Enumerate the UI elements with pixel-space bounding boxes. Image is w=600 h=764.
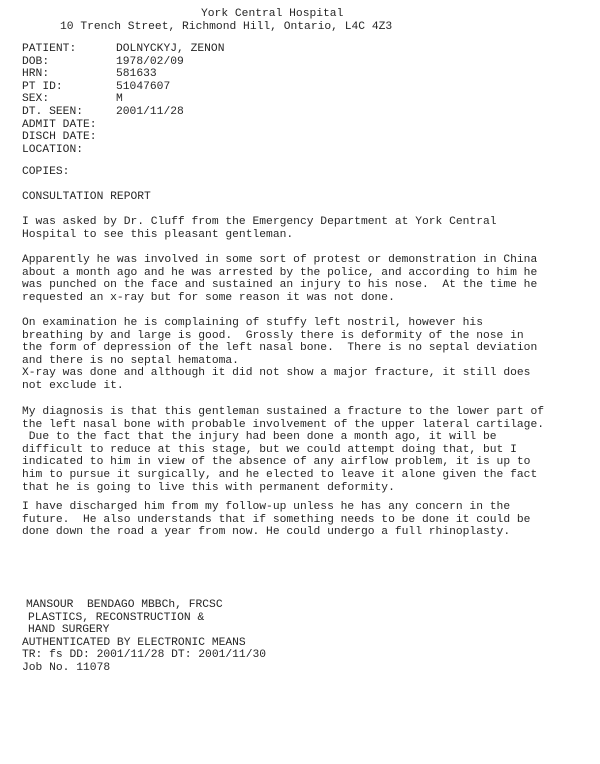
field-row bbox=[22, 81, 342, 94]
text-line: difficult to reduce at this stage, but we could attempt doing that, but I bbox=[22, 443, 517, 456]
text-line: the left nasal bone with probable involvement of the upper lateral cartilage. bbox=[22, 418, 545, 431]
text-line: X-ray was done and although it did not show a major fracture, it still does bbox=[22, 367, 531, 379]
text-line: future. He also understands that if something needs to be done it could be bbox=[22, 513, 531, 526]
field-row bbox=[22, 106, 342, 119]
paragraph-history bbox=[22, 254, 537, 304]
department-line: HAND SURGERY bbox=[28, 624, 110, 637]
field-value: 1978/02/09 bbox=[116, 55, 184, 68]
field-label: LOCATION: bbox=[22, 143, 84, 156]
text-line: and there is no septal hematoma. bbox=[22, 354, 239, 367]
field-label: DOB: bbox=[22, 55, 50, 68]
field-row bbox=[22, 144, 342, 157]
text-line: Apparently he was involved in some sort of protest or demonstration in China bbox=[22, 254, 538, 266]
field-label: ADMIT DATE: bbox=[22, 118, 97, 131]
text-line: him to pursue it surgically, and he elected to leave it alone given the fact bbox=[22, 468, 538, 481]
text-line: Due to the fact that the injury had been done a month ago, it will be bbox=[22, 431, 497, 444]
transcription-info: TR: fs DD: 2001/11/28 DT: 2001/11/30 bbox=[22, 649, 267, 662]
field-row bbox=[22, 119, 342, 132]
field-label: PATIENT: bbox=[22, 43, 77, 55]
signature-block bbox=[22, 599, 267, 675]
text-line: I was asked by Dr. Cluff from the Emergency Department at York Central bbox=[22, 216, 497, 228]
text-line: not exclude it. bbox=[22, 379, 124, 392]
text-line: requested an x-ray but for some reason it was not done. bbox=[22, 291, 395, 304]
paragraph-referral bbox=[22, 216, 497, 241]
field-value: 2001/11/28 bbox=[116, 105, 184, 118]
text-line: Hospital to see this pleasant gentleman. bbox=[22, 228, 294, 241]
authentication-note: AUTHENTICATED BY ELECTRONIC MEANS bbox=[22, 636, 246, 649]
paragraph-xray bbox=[22, 367, 530, 392]
field-row bbox=[22, 68, 342, 81]
field-row bbox=[22, 93, 342, 106]
text-line: was punched on the face and sustained an injury to his nose. At the time he bbox=[22, 279, 538, 292]
field-label: DT. SEEN: bbox=[22, 105, 84, 118]
text-line: done down the road a year from now. He could undergo a full rhinoplasty. bbox=[22, 526, 511, 539]
paragraph-diagnosis bbox=[22, 406, 544, 494]
field-label: SEX: bbox=[22, 93, 50, 106]
field-value: M bbox=[116, 93, 123, 106]
text-line: On examination he is complaining of stuffy left nostril, however his bbox=[22, 317, 483, 329]
text-line: breathing by and large is good. Grossly there is deformity of the nose in bbox=[22, 329, 524, 342]
text-line: I have discharged him from my follow-up unless he has any concern in the bbox=[22, 501, 511, 513]
hospital-address: 10 Trench Street, Richmond Hill, Ontario, L4C 4Z3 bbox=[60, 21, 393, 33]
hospital-name: York Central Hospital bbox=[201, 8, 344, 20]
field-label: DISCH DATE: bbox=[22, 131, 97, 144]
field-label: HRN: bbox=[22, 68, 50, 81]
field-value: DOLNYCKYJ, ZENON bbox=[116, 43, 225, 55]
field-value: 51047607 bbox=[116, 80, 171, 93]
paragraph-discharge bbox=[22, 501, 530, 539]
field-row bbox=[22, 131, 342, 144]
physician-name: MANSOUR BENDAGO MBBCh, FRCSC bbox=[26, 599, 223, 611]
text-line: that he is going to live this with permanent deformity. bbox=[22, 481, 395, 494]
department-line: PLASTICS, RECONSTRUCTION & bbox=[28, 611, 205, 624]
paragraph-examination bbox=[22, 317, 537, 367]
text-line: the form of depression of the left nasal bone. There is no septal deviation bbox=[22, 342, 538, 355]
report-title: CONSULTATION REPORT bbox=[22, 191, 151, 203]
copies-label: COPIES: bbox=[22, 166, 70, 178]
field-label: PT ID: bbox=[22, 80, 63, 93]
field-row bbox=[22, 43, 342, 56]
job-number: Job No. 11078 bbox=[22, 661, 111, 674]
patient-info bbox=[22, 43, 342, 156]
field-value: 581633 bbox=[116, 68, 157, 81]
text-line: about a month ago and he was arrested by the police, and according to him he bbox=[22, 266, 538, 279]
field-row bbox=[22, 56, 342, 69]
text-line: indicated to him in view of the absence of any airflow problem, it is up to bbox=[22, 456, 531, 469]
text-line: My diagnosis is that this gentleman sustained a fracture to the lower part of bbox=[22, 406, 545, 418]
